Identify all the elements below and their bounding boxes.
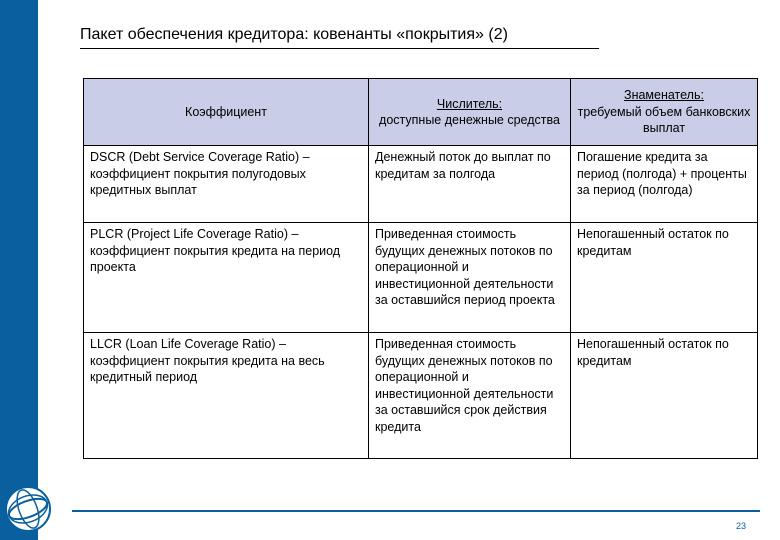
- ratio-name: PLCR (Project Life Coverage Ratio) –: [90, 227, 299, 241]
- left-sidebar-bar: [0, 0, 38, 540]
- cell-coefficient: [84, 146, 369, 223]
- ratio-name: LLCR (Loan Life Coverage Ratio) –: [90, 337, 286, 351]
- globe-logo-icon: [3, 484, 53, 534]
- page-number: 23: [736, 521, 747, 531]
- table-header-row: [84, 79, 758, 146]
- cell-numerator: Денежный поток до выплат по кредитам за полгода: [369, 146, 571, 223]
- title-underline: [80, 48, 599, 49]
- table-row: [84, 223, 758, 333]
- ratio-description: коэффициент покрытия кредита на весь кредитный период: [90, 353, 325, 384]
- cell-numerator: Приведенная стоимость будущих денежных потоков по операционной и инвестиционной деятельности за оставшийся период проекта: [369, 223, 571, 333]
- header-coefficient: [84, 79, 369, 146]
- header-denominator: [571, 79, 758, 146]
- header-label: Коэффициент: [185, 104, 267, 119]
- footer-rule: [72, 510, 760, 512]
- cell-denominator: Непогашенный остаток по кредитам: [571, 333, 758, 459]
- ratio-name: DSCR (Debt Service Coverage Ratio) –: [90, 150, 310, 164]
- ratio-description: коэффициент покрытия кредита на период проекта: [90, 243, 341, 274]
- ratio-description: коэффициент покрытия полугодовых кредитных выплат: [90, 166, 306, 197]
- page-title: Пакет обеспечения кредитора: ковенанты «покрытия» (2): [80, 26, 508, 43]
- cell-denominator: Погашение кредита за период (полгода) + проценты за период (полгода): [571, 146, 758, 223]
- covenants-table: [83, 78, 758, 459]
- table-row: [84, 333, 758, 459]
- cell-coefficient: [84, 333, 369, 459]
- header-sublabel: доступные денежные средства: [379, 113, 560, 127]
- header-numerator: [369, 79, 571, 146]
- header-label: Знаменатель:: [624, 88, 704, 103]
- header-label: Числитель:: [436, 96, 503, 111]
- table-row: [84, 146, 758, 223]
- header-sublabel: требуемый объем банковских выплат: [577, 104, 751, 136]
- cell-denominator: Непогашенный остаток по кредитам: [571, 223, 758, 333]
- cell-coefficient: [84, 223, 369, 333]
- cell-numerator: Приведенная стоимость будущих денежных потоков по операционной и инвестиционной деятельности за оставшийся срок действия кредита: [369, 333, 571, 459]
